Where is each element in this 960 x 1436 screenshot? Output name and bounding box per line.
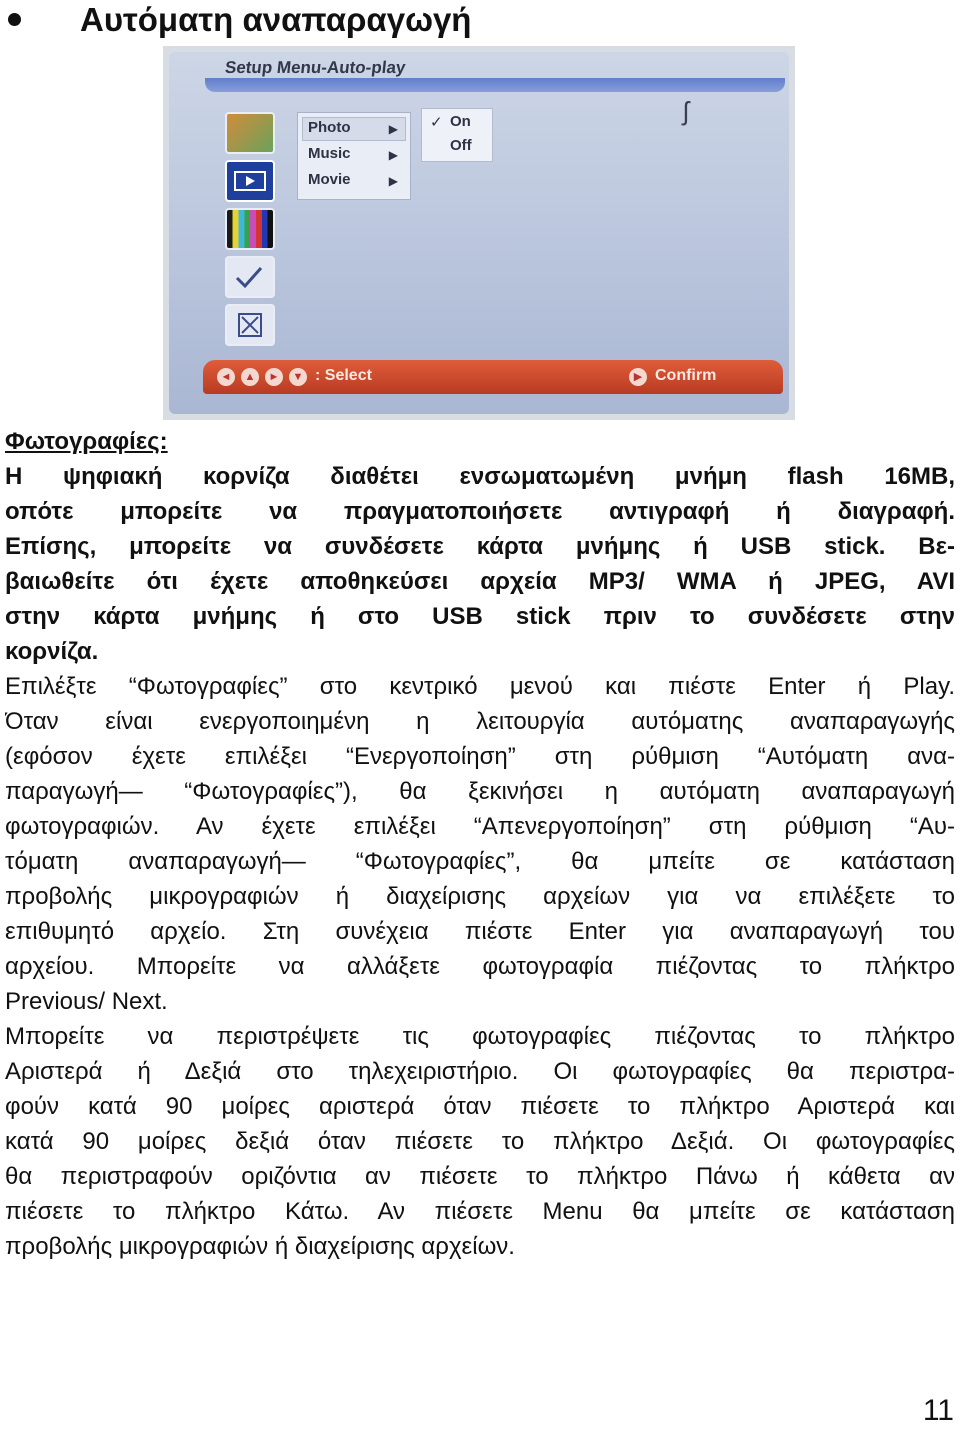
bullet-icon — [8, 13, 21, 26]
bottom-help-bar — [203, 360, 783, 394]
right-arrow-icon: ► — [265, 368, 283, 386]
up-arrow-icon: ▲ — [241, 368, 259, 386]
paragraph-line: κατά 90 μοίρες δεξιά όταν πιέσετε το πλήκτρο Δεξιά. Οι φωτογραφίες — [5, 1128, 955, 1155]
play-icon: ▶ — [629, 368, 647, 386]
paragraph-line: Επίσης, μπορείτε να συνδέσετε κάρτα μνήμης ή USB stick. Βε- — [5, 533, 955, 560]
paragraph-line: προβολής μικρογραφιών ή διαχείρισης αρχείων. — [5, 1233, 515, 1260]
paragraph-line: Επιλέξτε “Φωτογραφίες” στο κεντρικό μενού και πιέστε Enter ή Play. — [5, 673, 955, 700]
chevron-right-icon: ▶ — [388, 148, 398, 162]
paragraph-line: Αριστερά ή Δεξιά στο τηλεχειριστήριο. Οι φωτογραφίες θα περιστρα- — [5, 1058, 955, 1085]
paragraph-line: στην κάρτα μνήμης ή στο USB stick πριν το συνδέσετε στην — [5, 603, 955, 630]
paragraph-line: τόματη αναπαραγωγή— “Φωτογραφίες”, θα μπείτε σε κατάσταση — [5, 848, 955, 875]
submenu-item-music[interactable]: Music — [308, 145, 351, 162]
autoplay-options — [421, 108, 493, 162]
paragraph-line: παραγωγή— “Φωτογραφίες”), θα ξεκινήσει η αυτόματη αναπαραγωγή — [5, 778, 955, 805]
check-hand-icon — [225, 256, 275, 298]
paragraph-line: επιθυμητό αρχείο. Στη συνέχεια πιέστε Enter για αναπαραγωγή του — [5, 918, 955, 945]
page-number: 11 — [922, 1394, 954, 1427]
chevron-right-icon: ▶ — [388, 174, 398, 188]
select-hint: : Select — [315, 367, 372, 384]
paragraph-line: κορνίζα. — [5, 638, 99, 665]
confirm-hint: Confirm — [655, 367, 717, 384]
heading-title: Αυτόματη αναπαραγωγή — [80, 1, 472, 38]
chevron-right-icon: ▶ — [388, 122, 398, 136]
option-off[interactable]: Off — [450, 137, 472, 154]
down-arrow-icon: ▼ — [289, 368, 307, 386]
paragraph-line: φωτογραφιών. Αν έχετε επιλέξει “Απενεργοποίηση” στη ρύθμιση “Αυ- — [5, 813, 955, 840]
paragraph-line: (εφόσον έχετε επιλέξει “Ενεργοποίηση” στη ρύθμιση “Αυτόματη ανα- — [5, 743, 955, 770]
submenu-item-movie[interactable]: Movie — [308, 171, 351, 188]
paragraph-line: οπότε μπορείτε να πραγματοποιήσετε αντιγραφή ή διαγραφή. — [5, 498, 955, 525]
paragraph-line: θα περιστραφούν οριζόντια αν πιέσετε το πλήκτρο Πάνω ή κάθετα αν — [5, 1163, 955, 1190]
body-text — [5, 424, 955, 1264]
section-heading — [0, 0, 960, 44]
paragraph-line: Μπορείτε να περιστρέψετε τις φωτογραφίες πιέζοντας το πλήκτρο — [5, 1023, 955, 1050]
setup-menu-photo — [163, 46, 795, 420]
paragraph-line: προβολής μικρογραφιών ή διαχείρισης αρχείων για να επιλέξετε το — [5, 883, 955, 910]
paragraph-line: βαιωθείτε ότι έχετε αποθηκεύσει αρχεία MP3/ WMA ή JPEG, AVI — [5, 568, 955, 595]
cursor-icon: ʃ — [683, 96, 689, 126]
paragraph-line: πιέσετε το πλήκτρο Κάτω. Αν πιέσετε Menu θα μπείτε σε κατάσταση — [5, 1198, 955, 1225]
tv-screen — [169, 52, 789, 414]
paragraph-line: Previous/ Next. — [5, 988, 168, 1015]
paragraph-line: Η ψηφιακή κορνίζα διαθέτει ενσωματωμένη μνήμη flash 16MB, — [5, 463, 955, 490]
autoplay-submenu — [297, 112, 411, 200]
photo-menu-icon — [225, 112, 275, 154]
submenu-item-photo[interactable]: Photo — [308, 119, 351, 136]
left-arrow-icon: ◄ — [217, 368, 235, 386]
title-bar — [205, 78, 785, 92]
option-on[interactable]: On — [450, 113, 471, 130]
paragraph-line: αρχείου. Μπορείτε να αλλάξετε φωτογραφία πιέζοντας το πλήκτρο — [5, 953, 955, 980]
section-title: Φωτογραφίες: — [5, 428, 168, 455]
check-icon: ✓ — [430, 114, 443, 131]
paragraph-line: φούν κατά 90 μοίρες αριστερά όταν πιέσετε το πλήκτρο Αριστερά και — [5, 1093, 955, 1120]
exit-x-icon — [225, 304, 275, 346]
autoplay-menu-icon — [225, 160, 275, 202]
paragraph-line: Όταν είναι ενεργοποιημένη η λειτουργία αυτόματης αναπαραγωγής — [5, 708, 955, 735]
menu-title: Setup Menu-Auto-play — [224, 58, 407, 77]
menu-icon-strip — [219, 112, 279, 352]
color-bars-icon — [225, 208, 275, 250]
